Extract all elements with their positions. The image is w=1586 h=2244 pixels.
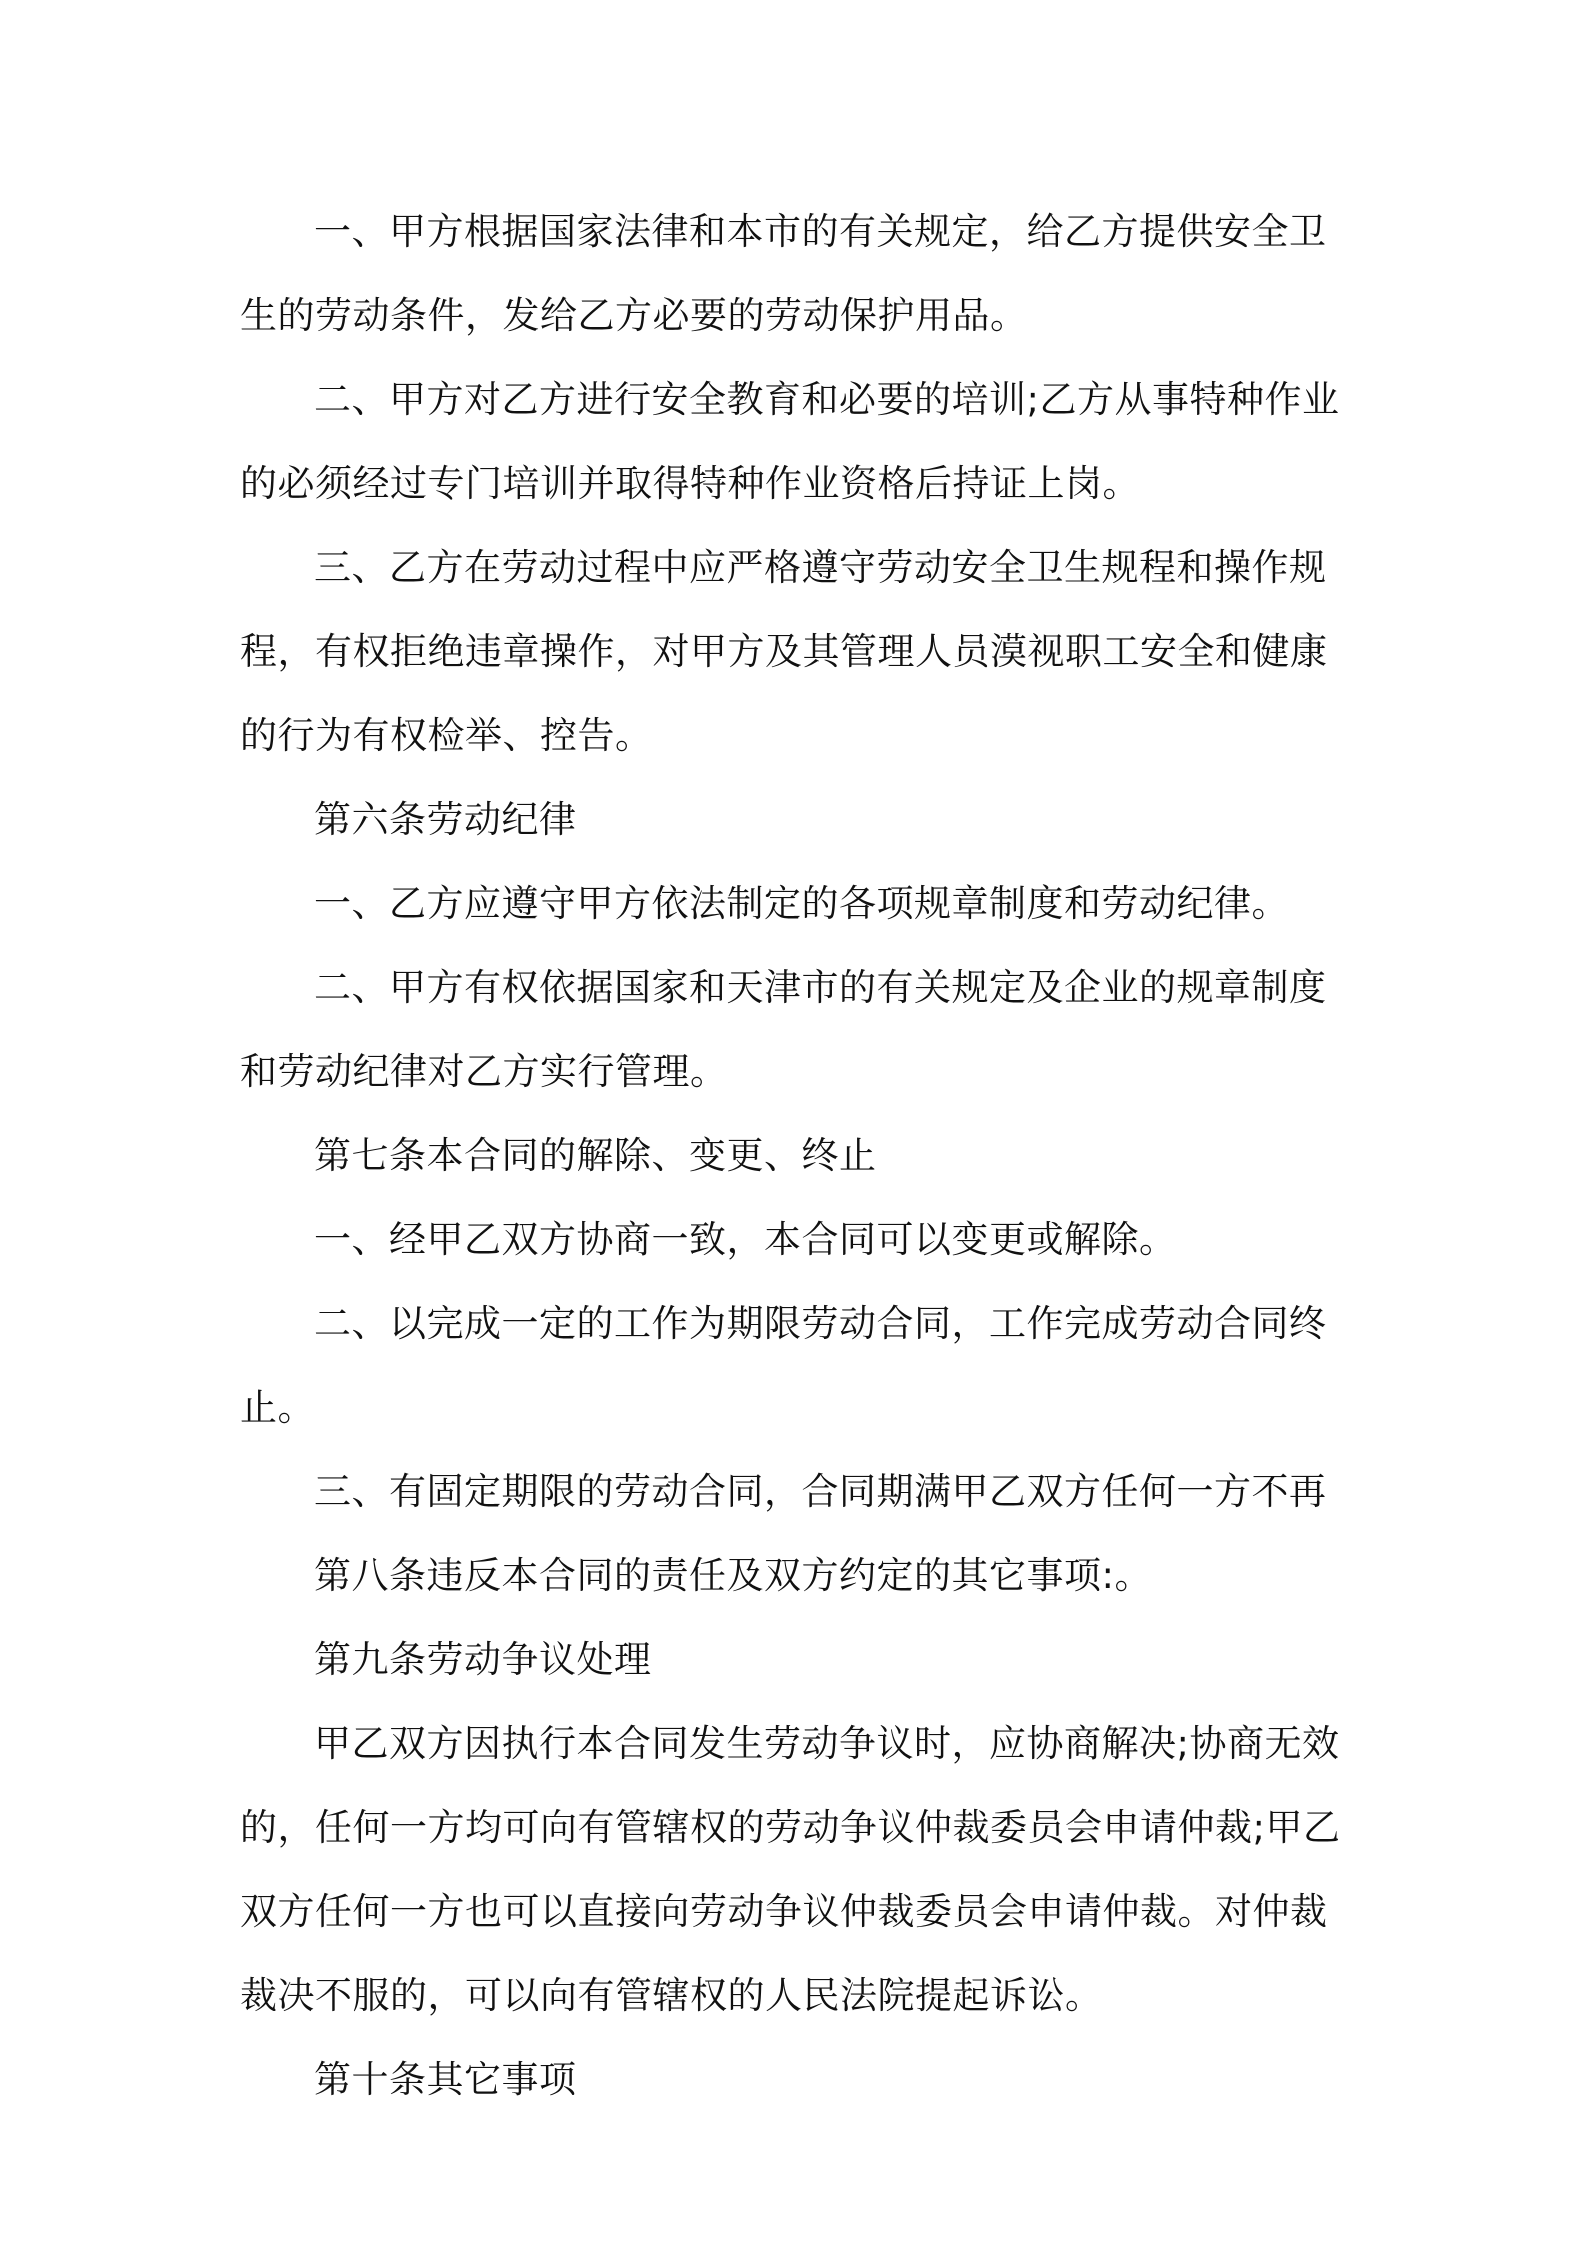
- paragraph-safety-training: 二、甲方对乙方进行安全教育和必要的培训;乙方从事特种作业的必须经过专门培训并取得特种作业资格后持证上岗。: [240, 378, 1340, 505]
- paragraph-termination-2: 二、以完成一定的工作为期限劳动合同，工作完成劳动合同终止。: [240, 1302, 1327, 1429]
- heading-article-6: 第六条劳动纪律: [314, 798, 577, 841]
- paragraph-dispute-resolution: 甲乙双方因执行本合同发生劳动争议时，应协商解决;协商无效的，任何一方均可向有管辖权的劳动争议仲裁委员会申请仲裁;甲乙双方任何一方也可以直接向劳动争议仲裁委员会申请仲裁。对仲裁裁决不服的，可以向有管辖权的人民法院提起诉讼。: [240, 1722, 1341, 2017]
- heading-article-7: 第七条本合同的解除、变更、终止: [314, 1134, 877, 1177]
- paragraph-termination-3: 三、有固定期限的劳动合同，合同期满甲乙双方任何一方不再: [314, 1470, 1327, 1513]
- heading-article-8: 第八条违反本合同的责任及双方约定的其它事项:。: [314, 1554, 1152, 1597]
- heading-article-10: 第十条其它事项: [314, 2058, 577, 2101]
- heading-article-9: 第九条劳动争议处理: [314, 1638, 652, 1681]
- paragraph-safety-rights: 三、乙方在劳动过程中应严格遵守劳动安全卫生规程和操作规程，有权拒绝违章操作，对甲方及其管理人员漠视职工安全和健康的行为有权检举、控告。: [240, 546, 1328, 757]
- paragraph-discipline-1: 一、乙方应遵守甲方依法制定的各项规章制度和劳动纪律。: [314, 882, 1289, 925]
- paragraph-termination-1: 一、经甲乙双方协商一致，本合同可以变更或解除。: [314, 1218, 1177, 1261]
- paragraph-discipline-2: 二、甲方有权依据国家和天津市的有关规定及企业的规章制度和劳动纪律对乙方实行管理。: [240, 966, 1327, 1093]
- document-body: [240, 190, 1360, 2122]
- paragraph-safety-conditions: 一、甲方根据国家法律和本市的有关规定，给乙方提供安全卫生的劳动条件，发给乙方必要的劳动保护用品。: [240, 210, 1327, 337]
